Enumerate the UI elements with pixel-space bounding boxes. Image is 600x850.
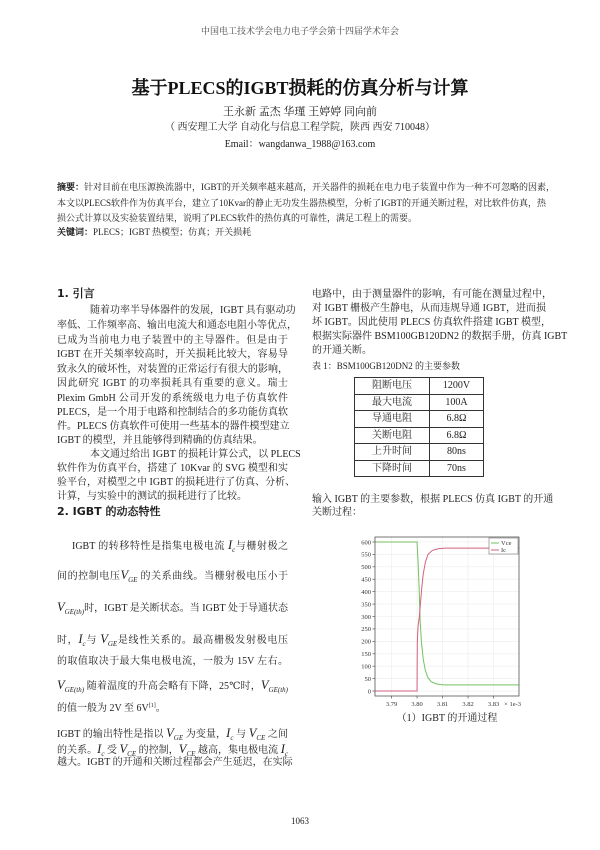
text-segment: IGBT 的转移特性是指集电极电流	[72, 541, 228, 552]
math-symbol: V	[57, 600, 65, 614]
math-subscript: GE	[173, 734, 184, 742]
x-tick-label: 3.81	[436, 701, 449, 708]
table-row	[355, 427, 484, 444]
param-value: 70ns	[430, 460, 484, 477]
math-subscript: c	[101, 750, 105, 758]
text-segment: IGBT 的输出特性是指以	[57, 729, 167, 740]
body-line: 的开通关断。	[312, 345, 372, 356]
section-heading-introduction: 1. 引言	[57, 287, 95, 300]
body-line	[57, 565, 288, 585]
param-value: 100A	[430, 394, 484, 411]
math-symbol: I	[227, 538, 233, 552]
text-segment: 随着温度的升高会略有下降，25℃时，	[84, 681, 261, 692]
param-value: 80ns	[430, 444, 484, 461]
text-segment: 为变量，	[183, 729, 227, 740]
math-symbol: I	[280, 742, 285, 756]
math-symbol: V	[260, 678, 269, 692]
x-tick-label: 3.79	[385, 701, 398, 708]
table-row	[355, 394, 484, 411]
text-segment: 受	[104, 745, 120, 756]
y-tick-label: 0	[367, 688, 371, 696]
abstract-line: 本文以PLECS软件作为仿真平台，建立了10Kvar的静止无功发生器热模型，分析了IGBT的开通关断过程，对比软件仿真，热	[57, 198, 546, 208]
text-segment: 间的控制电压	[57, 571, 121, 582]
abstract-label: 摘要：	[57, 182, 85, 192]
body-line: 输入 IGBT 的主要参数，根据 PLECS 仿真 IGBT 的开通	[312, 494, 554, 505]
y-tick-label: 400	[361, 588, 371, 596]
math-subscript: c	[284, 750, 289, 758]
math-subscript: GE	[107, 640, 118, 648]
param-name: 阻断电压	[355, 378, 430, 395]
y-tick-label: 550	[361, 551, 371, 559]
text-segment: 越大。IGBT 的开通和关断过程都会产生延迟，在实际	[57, 757, 293, 768]
legend-label: Vce	[501, 540, 512, 548]
section-heading-dynamic-characteristics: 2. IGBT 的动态特性	[57, 505, 161, 518]
text-segment: 是线性关系的。最高栅极发射极电压	[117, 635, 289, 646]
table-row	[355, 411, 484, 428]
page-number: 1063	[291, 816, 309, 826]
keywords-text: PLECS；IGBT 热模型；仿真；开关损耗	[93, 227, 252, 237]
body-line	[57, 675, 288, 695]
y-tick-label: 250	[361, 626, 371, 634]
param-value: 6.8Ω	[430, 427, 484, 444]
math-subscript: CE	[127, 750, 137, 758]
y-tick-label: 450	[361, 576, 371, 584]
y-tick-label: 200	[361, 638, 371, 646]
body-line	[57, 597, 288, 617]
param-value: 1200V	[430, 378, 484, 395]
x-tick-label: 3.80	[411, 701, 423, 708]
math-subscript: CE	[186, 750, 196, 758]
x-tick-label: 3.83	[487, 701, 500, 708]
table-row	[355, 460, 484, 477]
text-segment: 与栅射极之	[235, 541, 288, 552]
text-segment: 的值一般为 2V 至 6V	[57, 703, 149, 714]
math-symbol: V	[178, 742, 187, 756]
body-line: 计算，与实验中的测试的损耗进行了比较。	[57, 491, 247, 502]
x-axis-multiplier: × 1e-3	[504, 701, 521, 708]
text-segment: 的关系曲线。当栅射极电压小于	[137, 571, 289, 582]
math-symbol: V	[248, 726, 257, 740]
keywords-label: 关键词：	[57, 227, 94, 237]
math-symbol: V	[120, 568, 129, 582]
y-tick-label: 500	[361, 564, 371, 572]
body-line: 根据实际器件 BSM100GB120DN2 的数据手册，仿真 IGBT	[312, 331, 568, 342]
param-name: 导通电阻	[355, 411, 430, 428]
abstract-text: 针对目前在电压源换流器中，IGBT的开关频率越来越高，开关器件的损耗在电力电子装置中作为一种不可忽略的因素，	[84, 182, 556, 192]
x-tick-label: 3.82	[462, 701, 474, 708]
body-line: 坏 IGBT。因此使用 PLECS 仿真软件搭建 IGBT 模型，	[312, 317, 551, 328]
keywords-line	[57, 225, 545, 239]
math-symbol: I	[78, 632, 83, 646]
text-segment: 时，IGBT 是关断状态。当 IGBT 处于导通状态	[84, 603, 288, 614]
affiliation: （ 西安理工大学 自动化与信息工程学院，陕西 西安 710048）	[165, 122, 435, 133]
math-symbol: I	[226, 726, 231, 740]
math-symbol: V	[119, 742, 128, 756]
param-name: 关断电阻	[355, 427, 430, 444]
chart-plot	[345, 530, 535, 712]
body-line: 对 IGBT 栅极产生静电，从而违规导通 IGBT，进而损	[312, 303, 546, 314]
text-segment: 与	[233, 729, 249, 740]
param-name: 下降时间	[355, 460, 430, 477]
body-line: 本文通过给出 IGBT 的损耗计算公式，以 PLECS	[90, 449, 301, 460]
body-line: IGBT 在开关频率较高时，开关损耗比较大，容易导	[57, 349, 288, 360]
text-segment: 时，	[57, 635, 79, 646]
y-tick-label: 600	[361, 539, 371, 547]
body-line: 电路中，由于测量器件的影响，有可能在测量过程中，	[312, 289, 552, 300]
parameters-table	[354, 377, 484, 477]
body-line	[57, 753, 293, 773]
body-line: 率低、工作频率高、输出电流大和通态电阻小等优点，	[57, 320, 297, 331]
body-line: Plexim GmbH 公司开发的系统级电力电子仿真软件	[57, 393, 288, 404]
body-line: PLECS，是一个用于电路和控制结合的多功能仿真软	[57, 407, 288, 418]
table-caption: 表 1：BSM100GB120DN2 的主要参数	[312, 361, 461, 371]
math-subscript: CE	[256, 734, 266, 742]
math-symbol: V	[166, 726, 174, 740]
text-segment: 之间	[265, 729, 289, 740]
paper-title: 基于PLECS的IGBT损耗的仿真分析与计算	[131, 78, 469, 98]
table-row	[355, 444, 484, 461]
y-tick-label: 350	[361, 601, 371, 609]
body-line	[57, 652, 288, 672]
body-line: 随着功率半导体器件的发展，IGBT 具有驱动功	[90, 305, 296, 316]
math-subscript: GE(th)	[64, 608, 85, 616]
citation-reference: [1]	[148, 703, 156, 709]
param-value: 6.8Ω	[430, 411, 484, 428]
body-line	[72, 535, 288, 555]
legend-label: Ic	[501, 547, 507, 555]
body-line: 因此研究 IGBT 的功率损耗具有重要的意义。瑞士	[57, 378, 288, 389]
math-subscript: c	[82, 640, 86, 648]
y-tick-label: 50	[364, 675, 371, 683]
conference-header: 中国电工技术学会电力电子学会第十四届学术年会	[200, 26, 399, 36]
text-segment: 越高，集电极电流	[195, 745, 281, 756]
table-row	[355, 378, 484, 395]
math-subscript: c	[230, 734, 234, 742]
body-line: 验平台，对模型之中 IGBT 的损耗进行了仿真、分析、	[57, 477, 296, 488]
param-name: 上升时间	[355, 444, 430, 461]
figure-caption: （1）IGBT 的开通过程	[396, 713, 498, 724]
text-segment: 的取值取决于最大集电极电流，一般为 15V 左右。	[57, 656, 288, 667]
authors: 王永新 孟杰 华瑾 王婷婷 同向前	[223, 106, 377, 118]
body-line: 关断过程：	[312, 507, 362, 518]
math-subscript: c	[232, 546, 236, 554]
y-tick-label: 150	[361, 651, 371, 659]
y-tick-label: 100	[361, 663, 371, 671]
text-segment: 的关系。	[57, 745, 98, 756]
body-line	[57, 699, 288, 719]
text-segment: 的控制，	[136, 745, 179, 756]
abstract-line: 损公式计算以及实验装置结果，说明了PLECS软件的热仿真的可靠性，满足工程上的需要。	[57, 213, 418, 223]
math-subscript: GE(th)	[268, 686, 288, 694]
body-line: 件。PLECS 仿真软件可使用一些基本的器件模型建立	[57, 421, 290, 432]
y-tick-label: 300	[361, 613, 371, 621]
abstract-line	[57, 180, 556, 194]
math-symbol: I	[97, 742, 102, 756]
param-name: 最大电流	[355, 394, 430, 411]
math-symbol: V	[100, 632, 108, 646]
body-line: IGBT 的模型，并且能够得到精确的仿真结果。	[57, 435, 263, 446]
body-line: 软件作为仿真平台，搭建了 10Kvar 的 SVG 模型和实	[57, 463, 288, 474]
body-line: 已成为当前电力电子装置中的主导器件。但是由于	[57, 335, 288, 346]
body-line	[57, 629, 288, 649]
math-symbol: V	[57, 678, 65, 692]
author-email: Email：wangdanwa_1988@163.com	[224, 139, 376, 150]
body-line: 致永久的破坏性，对装置的正常运行有很大的影响，	[57, 364, 288, 375]
math-subscript: GE	[128, 576, 138, 584]
text-segment: 与	[85, 635, 101, 646]
math-subscript: GE(th)	[64, 686, 85, 694]
text-segment: 。	[155, 703, 166, 714]
